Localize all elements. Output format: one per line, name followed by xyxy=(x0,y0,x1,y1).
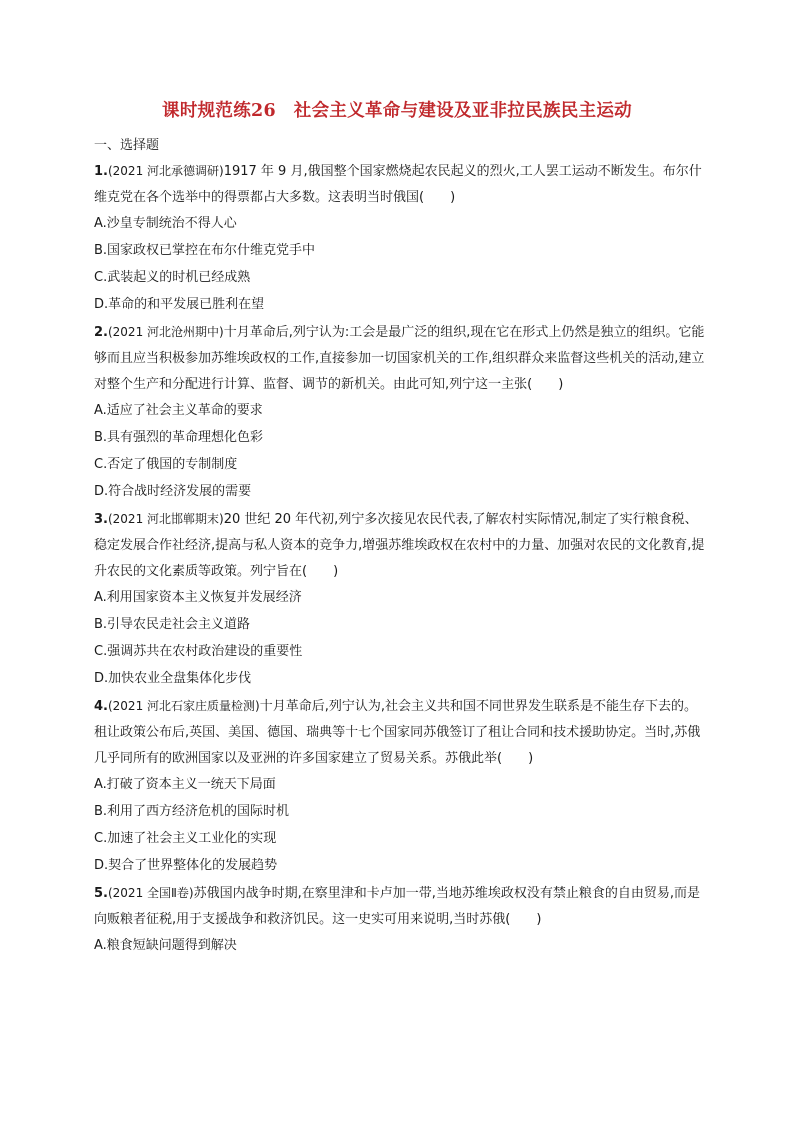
question-text: 1917 年 9 月,俄国整个国家燃烧起农民起义的烈火,工人罢工运动不断发生。布尔什维克党在各个选举中的得票都占大多数。这表明当时俄国( ) xyxy=(94,164,702,205)
option-c: C.强调苏共在农村政治建设的重要性 xyxy=(94,644,303,659)
question-stem xyxy=(94,693,706,772)
option-d: D.符合战时经济发展的需要 xyxy=(94,484,252,499)
question-3 xyxy=(94,506,706,693)
option-d: D.契合了世界整体化的发展趋势 xyxy=(94,858,278,873)
question-source: (2021 河北沧州期中) xyxy=(107,325,224,339)
question-source: (2021 全国Ⅱ卷) xyxy=(107,886,194,900)
option-a: A.粮食短缺问题得到解决 xyxy=(94,938,237,953)
question-number: 5. xyxy=(94,886,108,901)
question-text: 十月革命后,列宁认为:工会是最广泛的组织,现在它在形式上仍然是独立的组织。它能够而且应当积极参加苏维埃政权的工作,直接参加一切国家机关的工作,组织群众来监督这些机关的活动,建立对整个生产和分配进行计算、监督、调节的新机关。由此可知,列宁这一主张( ) xyxy=(94,325,705,392)
option-a: A.适应了社会主义革命的要求 xyxy=(94,403,263,418)
option-a: A.沙皇专制统治不得人心 xyxy=(94,216,237,231)
option-b: B.引导农民走社会主义道路 xyxy=(94,617,251,632)
option-b: B.国家政权已掌控在布尔什维克党手中 xyxy=(94,243,316,258)
question-list xyxy=(94,158,706,960)
option-b: B.具有强烈的革命理想化色彩 xyxy=(94,430,264,445)
question-stem xyxy=(94,158,706,211)
page-title: 课时规范练26 社会主义革命与建设及亚非拉民族民主运动 xyxy=(162,101,632,121)
option-a: A.利用国家资本主义恢复并发展经济 xyxy=(94,590,302,605)
option-d: D.革命的和平发展已胜利在望 xyxy=(94,297,265,312)
question-2 xyxy=(94,319,706,506)
question-number: 4. xyxy=(94,699,108,714)
question-1 xyxy=(94,158,706,319)
question-number: 1. xyxy=(94,164,108,179)
section-heading: 一、选择题 xyxy=(94,138,160,153)
question-number: 3. xyxy=(94,512,108,527)
question-text: 十月革命后,列宁认为,社会主义共和国不同世界发生联系是不能生存下去的。租让政策公布后,英国、美国、德国、瑞典等十七个国家同苏俄签订了租让合同和技术援助协定。当时,苏俄几乎同所有的欧洲国家以及亚洲的许多国家建立了贸易关系。苏俄此举( ) xyxy=(94,699,701,766)
option-c: C.武装起义的时机已经成熟 xyxy=(94,270,251,285)
question-stem xyxy=(94,319,706,398)
question-source: (2021 河北邯郸期末) xyxy=(107,512,224,526)
question-text: 苏俄国内战争时期,在察里津和卡卢加一带,当地苏维埃政权没有禁止粮食的自由贸易,而是向贩粮者征税,用于支援战争和救济饥民。这一史实可用来说明,当时苏俄( ) xyxy=(94,886,701,927)
question-4 xyxy=(94,693,706,880)
option-d: D.加快农业全盘集体化步伐 xyxy=(94,671,252,686)
question-5 xyxy=(94,880,706,960)
question-number: 2. xyxy=(94,325,108,340)
question-stem xyxy=(94,506,706,585)
option-c: C.加速了社会主义工业化的实现 xyxy=(94,831,277,846)
question-source: (2021 河北石家庄质量检测) xyxy=(107,699,260,713)
option-b: B.利用了西方经济危机的国际时机 xyxy=(94,804,290,819)
question-text: 20 世纪 20 年代初,列宁多次接见农民代表,了解农村实际情况,制定了实行粮食税、稳定发展合作社经济,提高与私人资本的竞争力,增强苏维埃政权在农村中的力量、加强对农民的文化教育,提升农民的文化素质等政策。列宁旨在( ) xyxy=(94,512,705,579)
question-stem xyxy=(94,880,706,933)
option-c: C.否定了俄国的专制制度 xyxy=(94,457,238,472)
option-a: A.打破了资本主义一统天下局面 xyxy=(94,777,276,792)
question-source: (2021 河北承德调研) xyxy=(107,164,224,178)
